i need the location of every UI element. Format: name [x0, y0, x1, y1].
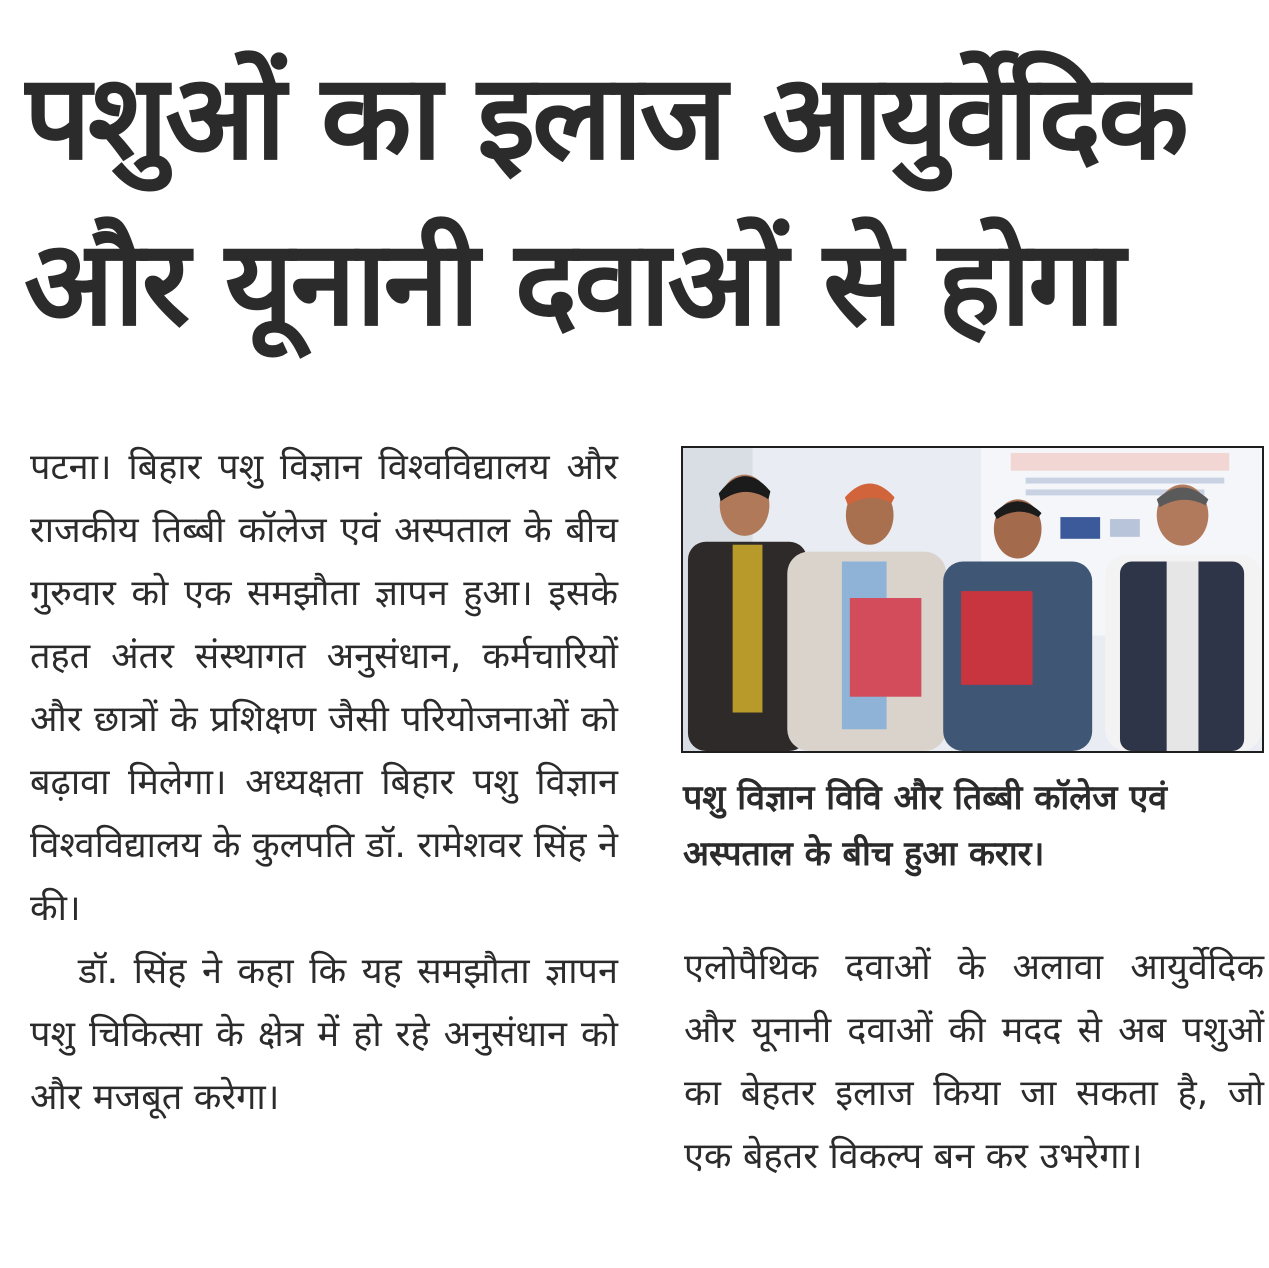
- article-paragraph-2: डॉ. सिंह ने कहा कि यह समझौता ज्ञापन पशु चिकित्सा के क्षेत्र में हो रहे अनुसंधान को और मजबूत करेगा।: [30, 951, 618, 1118]
- headline-line-1: पशुओं का इलाज आयुर्वेदिक: [24, 48, 1186, 186]
- photo-caption: पशु विज्ञान विवि और तिब्बी कॉलेज एवं अस्पताल के बीच हुआ करार।: [683, 778, 1168, 874]
- news-photo: [681, 446, 1264, 753]
- article-paragraph-3: एलोपैथिक दवाओं के अलावा आयुर्वेदिक और यूनानी दवाओं की मदद से अब पशुओं का बेहतर इलाज किया जा सकता है, जो एक बेहतर विकल्प बन कर उभरेगा।: [684, 947, 1264, 1177]
- article-column-left: [30, 436, 618, 1129]
- article-column-right: [684, 936, 1264, 1188]
- article-paragraph-1: पटना। बिहार पशु विज्ञान विश्वविद्यालय और राजकीय तिब्बी कॉलेज एवं अस्पताल के बीच गुरुवार को एक समझौता ज्ञापन हुआ। इसके तहत अंतर संस्थागत अनुसंधान, कर्मचारियों और छात्रों के प्रशिक्षण जैसी परियोजनाओं को बढ़ावा मिलेगा। अध्यक्षता बिहार पशु विज्ञान विश्वविद्यालय के कुलपति डॉ. रामेशवर सिंह ने की।: [30, 447, 618, 929]
- headline-line-2: और यूनानी दवाओं से होगा: [24, 214, 1123, 352]
- photo-illustration: [683, 448, 1262, 751]
- headline: [24, 34, 1249, 366]
